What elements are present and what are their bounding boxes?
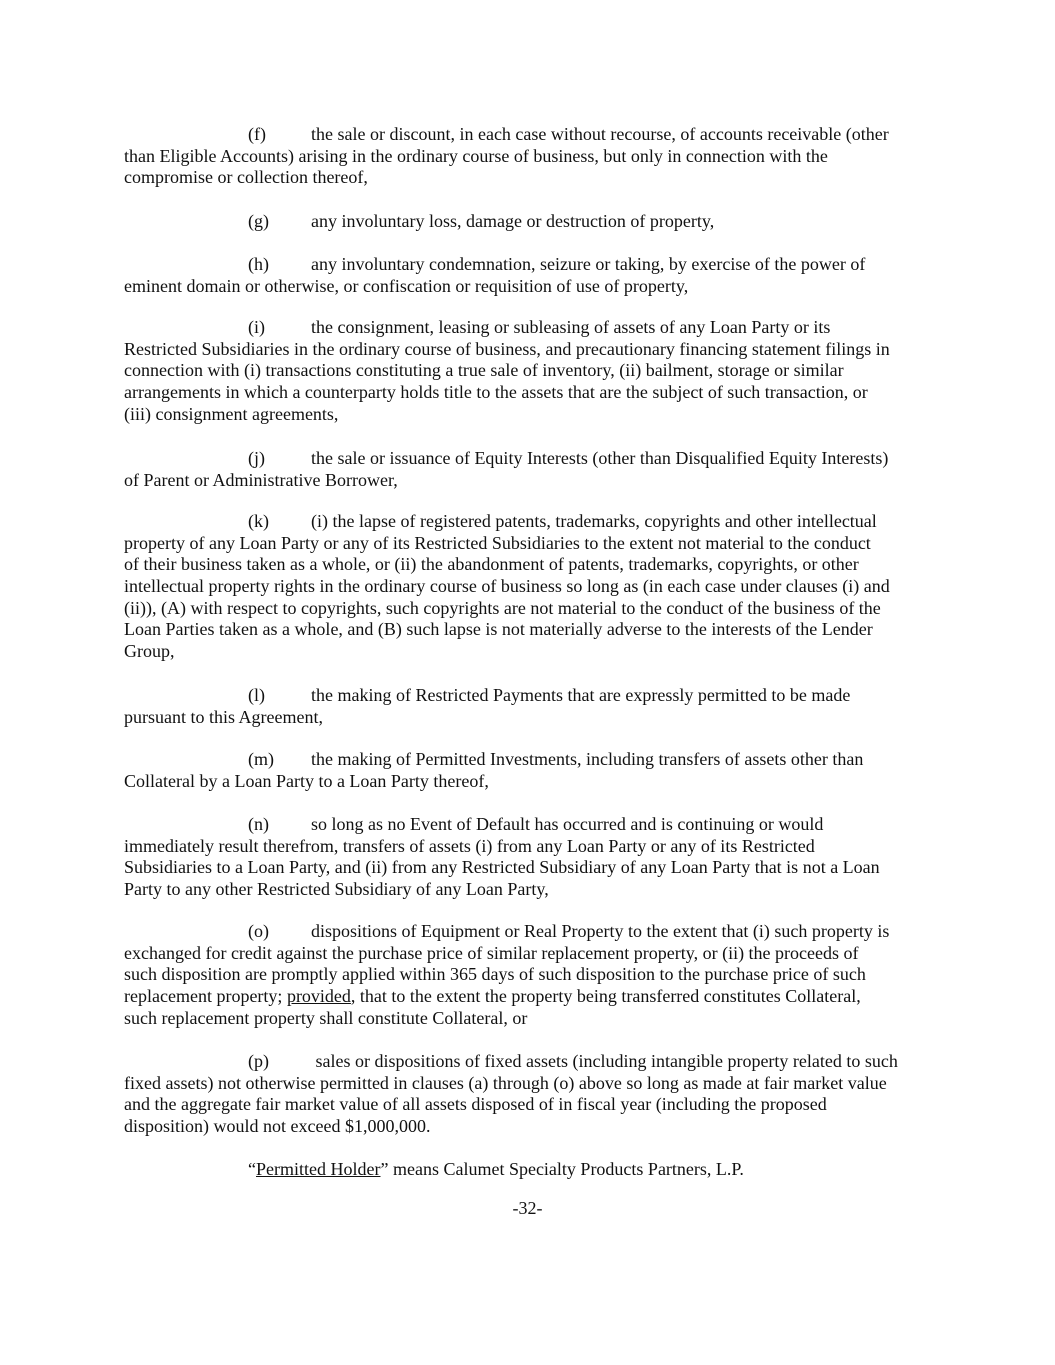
text-line (124, 921, 944, 943)
text-segment: Party to any other Restricted Subsidiary of any Loan Party, (124, 879, 549, 900)
text-line (124, 964, 944, 986)
text-segment: ” means Calumet Specialty Products Partners, L.P. (380, 1159, 744, 1179)
text-segment: connection with (i) transactions constituting a true sale of inventory, (ii) bailment, storage or similar (124, 360, 844, 381)
text-line (124, 533, 944, 555)
text-segment: , that to the extent the property being transferred constitutes Collateral, (350, 986, 861, 1007)
text-line (124, 470, 944, 492)
text-segment: fixed assets) not otherwise permitted in clauses (a) through (o) above so long as made at fair market value (124, 1072, 887, 1093)
clause-label: (o) (248, 921, 269, 941)
text-segment: compromise or collection thereof, (124, 167, 368, 188)
text-segment: exchanged for credit against the purchase price of similar replacement property, or (ii) the proceeds of (124, 942, 859, 963)
clause-o (124, 921, 944, 1029)
clause-label: (n) (248, 814, 269, 834)
text-segment: so long as no Event of Default has occurred and is continuing or would (311, 814, 824, 834)
text-line (124, 276, 944, 298)
text-line (124, 1008, 944, 1030)
text-segment: the sale or issuance of Equity Interests (other than Disqualified Equity Interests) (311, 448, 889, 468)
text-line (124, 943, 944, 965)
text-segment: (i) the lapse of registered patents, trademarks, copyrights and other intellectual (311, 511, 877, 531)
text-segment: of Parent or Administrative Borrower, (124, 469, 398, 490)
clause-label: (k) (248, 511, 269, 531)
text-segment: Restricted Subsidiaries in the ordinary course of business, and precautionary financing statement filings in (124, 338, 890, 359)
clause-label: (i) (248, 317, 265, 337)
text-line (124, 124, 944, 146)
clause-g (124, 211, 944, 233)
clause-label: (l) (248, 685, 265, 705)
clause-k (124, 511, 944, 663)
text-segment: any involuntary loss, damage or destruction of property, (311, 211, 715, 231)
text-segment: (iii) consignment agreements, (124, 403, 339, 424)
defined-term: provided (286, 986, 351, 1007)
clause-label: (h) (248, 254, 269, 274)
clause-j (124, 448, 944, 491)
text-line (124, 167, 944, 189)
text-segment: replacement property; (124, 986, 287, 1007)
text-segment: immediately result therefrom, transfers of assets (i) from any Loan Party or any of its Restricted (124, 835, 815, 856)
text-segment: sales or dispositions of fixed assets (including intangible property related to such (311, 1051, 898, 1071)
text-segment: arrangements in which a counterparty holds title to the assets that are the subject of such transaction, or (124, 382, 868, 403)
clause-label: (j) (248, 448, 265, 468)
text-line (124, 986, 944, 1008)
text-segment: of their business taken as a whole, or (ii) the abandonment of patents, trademarks, copyrights, or other (124, 554, 859, 575)
definition-permitted-holder (124, 1159, 944, 1181)
text-segment: eminent domain or otherwise, or confiscation or requisition of use of property, (124, 275, 689, 296)
clause-label: (p) (248, 1051, 269, 1071)
clause-label: (g) (248, 211, 269, 231)
text-segment: the consignment, leasing or subleasing of assets of any Loan Party or its (311, 317, 831, 337)
text-segment: than Eligible Accounts) arising in the ordinary course of business, but only in connection with the (124, 145, 828, 166)
text-line (124, 771, 944, 793)
page-number: -32- (512, 1198, 543, 1218)
text-segment: Group, (124, 641, 175, 662)
text-line (124, 511, 944, 533)
text-segment: the making of Permitted Investments, including transfers of assets other than (311, 749, 864, 769)
clause-i (124, 317, 944, 425)
clause-label: (f) (248, 124, 266, 144)
text-line (124, 707, 944, 729)
text-line (124, 1073, 944, 1095)
text-line (124, 685, 944, 707)
text-segment: the making of Restricted Payments that are expressly permitted to be made (311, 685, 851, 705)
text-line (124, 1116, 944, 1138)
text-line (124, 382, 944, 404)
text-segment: Collateral by a Loan Party to a Loan Party thereof, (124, 770, 489, 791)
text-segment: “ (248, 1159, 256, 1179)
text-segment: property of any Loan Party or any of its Restricted Subsidiaries to the extent not material to the conduct (124, 532, 871, 553)
text-segment: disposition) would not exceed $1,000,000. (124, 1116, 431, 1137)
text-line (124, 619, 944, 641)
text-line (124, 1094, 944, 1116)
text-line (124, 641, 944, 663)
text-line (124, 857, 944, 879)
text-line (124, 211, 944, 233)
text-segment: Loan Parties taken as a whole, and (B) such lapse is not materially adverse to the interests of the Lender (124, 619, 873, 640)
clause-label: (m) (248, 749, 274, 769)
text-line (124, 339, 944, 361)
text-segment: pursuant to this Agreement, (124, 706, 323, 727)
clause-m (124, 749, 944, 792)
text-line (124, 814, 944, 836)
text-line (124, 879, 944, 901)
text-segment: Subsidiaries to a Loan Party, and (ii) from any Restricted Subsidiary of any Loan Party that is not a Loan (124, 857, 880, 878)
clause-h (124, 254, 944, 297)
defined-term: Permitted Holder (256, 1159, 381, 1179)
text-line (124, 1159, 944, 1181)
text-line (124, 146, 944, 168)
text-line (124, 1051, 944, 1073)
text-line (124, 598, 944, 620)
text-line (124, 448, 944, 470)
text-segment: any involuntary condemnation, seizure or taking, by exercise of the power of (311, 254, 866, 274)
text-line (124, 554, 944, 576)
text-segment: and the aggregate fair market value of all assets disposed of in fiscal year (including the proposed (124, 1094, 827, 1115)
text-segment: intellectual property rights in the ordinary course of business so long as (in each case under clauses (i) and (124, 576, 890, 597)
text-segment: such disposition are promptly applied within 365 days of such disposition to the purchase price of such (124, 964, 866, 985)
text-line (124, 576, 944, 598)
text-segment: dispositions of Equipment or Real Property to the extent that (i) such property is (311, 921, 890, 941)
text-segment: (ii)), (A) with respect to copyrights, such copyrights are not material to the conduct of the business of the (124, 597, 881, 618)
clause-l (124, 685, 944, 728)
clause-p (124, 1051, 944, 1138)
text-line (124, 836, 944, 858)
text-segment: such replacement property shall constitute Collateral, or (124, 1007, 528, 1028)
clause-f (124, 124, 944, 189)
text-line (124, 404, 944, 426)
text-line (124, 254, 944, 276)
clause-n (124, 814, 944, 901)
text-line (124, 749, 944, 771)
text-line (124, 317, 944, 339)
text-segment: the sale or discount, in each case without recourse, of accounts receivable (other (311, 124, 889, 144)
text-line (124, 360, 944, 382)
